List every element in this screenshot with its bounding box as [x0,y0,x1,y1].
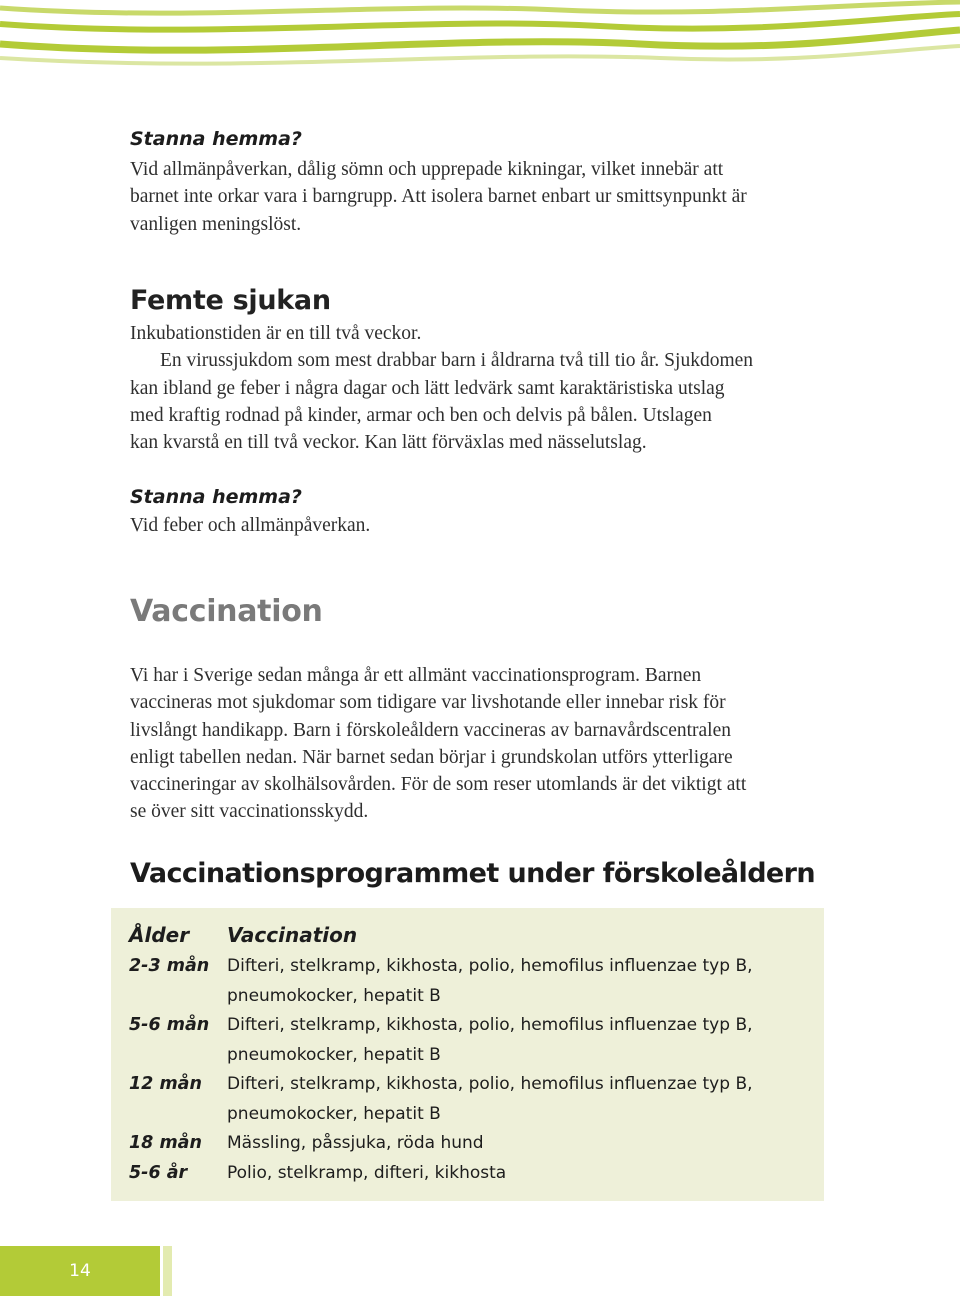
vaccination-cell [227,951,787,1011]
vaccination-line: Difteri, stelkramp, kikhosta, polio, hemofilus influenzae typ B, [227,1015,753,1035]
stay-home-heading: Stanna hemma? [130,128,302,150]
vaccination-column-header: Vaccination [227,923,358,947]
vaccination-line: pneumokocker, hepatit B [227,1045,441,1065]
age-cell: 5-6 år [129,1163,188,1183]
age-cell: 2-3 mån [129,956,210,976]
age-column-header: Ålder [129,923,190,947]
page-number: 14 [69,1261,91,1281]
header-waves [0,0,960,80]
vaccination-cell [227,1010,787,1070]
vaccination-cell [227,1158,787,1188]
femte-sjukan-heading: Femte sjukan [130,285,331,316]
vaccination-line: Difteri, stelkramp, kikhosta, polio, hemofilus influenzae typ B, [227,956,753,976]
footer-accent-strip [163,1246,172,1296]
paragraph-line: enligt tabellen nedan. När barnet sedan börjar i grundskolan utförs ytterligare [130,746,733,768]
vaccination-line: pneumokocker, hepatit B [227,1104,441,1124]
paragraph-line: Vi har i Sverige sedan många år ett allmänt vaccinationsprogram. Barnen [130,665,702,686]
vaccination-line: Polio, stelkramp, difteri, kikhosta [227,1163,507,1183]
paragraph-line: barnet inte orkar vara i barngrupp. Att isolera barnet enbart ur smittsynpunkt är [130,186,747,208]
paragraph-line: livslångt handikapp. Barn i förskoleåldern vaccineras av barnavårdscentralen [130,719,732,741]
femte-stay-home-text: Vid feber och allmänpåverkan. [130,515,371,536]
paragraph-line: Vid allmänpåverkan, dålig sömn och upprepade kikningar, vilket innebär att [130,159,724,180]
vaccination-cell [227,1128,787,1158]
stay-home-paragraph [130,156,830,238]
vaccination-paragraph [130,662,830,826]
vaccination-line: Difteri, stelkramp, kikhosta, polio, hemofilus influenzae typ B, [227,1074,753,1094]
paragraph-line: vaccineras mot sjukdomar som tidigare var livshotande eller innebar risk för [130,692,726,714]
femte-stay-home-heading: Stanna hemma? [130,486,302,508]
paragraph-line: se över sitt vaccinationsskydd. [130,801,369,823]
age-cell: 18 mån [129,1133,202,1153]
age-cell: 5-6 mån [129,1015,210,1035]
paragraph-line: kan kvarstå en till två veckor. Kan lätt förväxlas med nässelutslag. [130,432,647,454]
vaccination-heading: Vaccination [130,594,323,629]
vaccination-table [111,908,824,1201]
paragraph-line: vanligen meningslöst. [130,213,302,235]
femte-sjukan-paragraph [130,320,830,456]
program-heading: Vaccinationsprogrammet under förskoleåldern [130,858,815,889]
vaccination-line: pneumokocker, hepatit B [227,986,441,1006]
paragraph-line: En virussjukdom som mest drabbar barn i åldrarna två till tio år. Sjukdomen [160,350,754,372]
age-cell: 12 mån [129,1074,202,1094]
paragraph-line: med kraftig rodnad på kinder, armar och ben och delvis på bålen. Utslagen [130,404,712,426]
vaccination-cell [227,1069,787,1129]
paragraph-line: Inkubationstiden är en till två veckor. [130,323,422,344]
paragraph-line: kan ibland ge feber i några dagar och lätt ledvärk samt karaktäristiska utslag [130,377,725,399]
vaccination-line: Mässling, påssjuka, röda hund [227,1133,484,1153]
paragraph-line: vaccineringar av skolhälsovården. För de som reser utomlands är det viktigt att [130,774,747,796]
